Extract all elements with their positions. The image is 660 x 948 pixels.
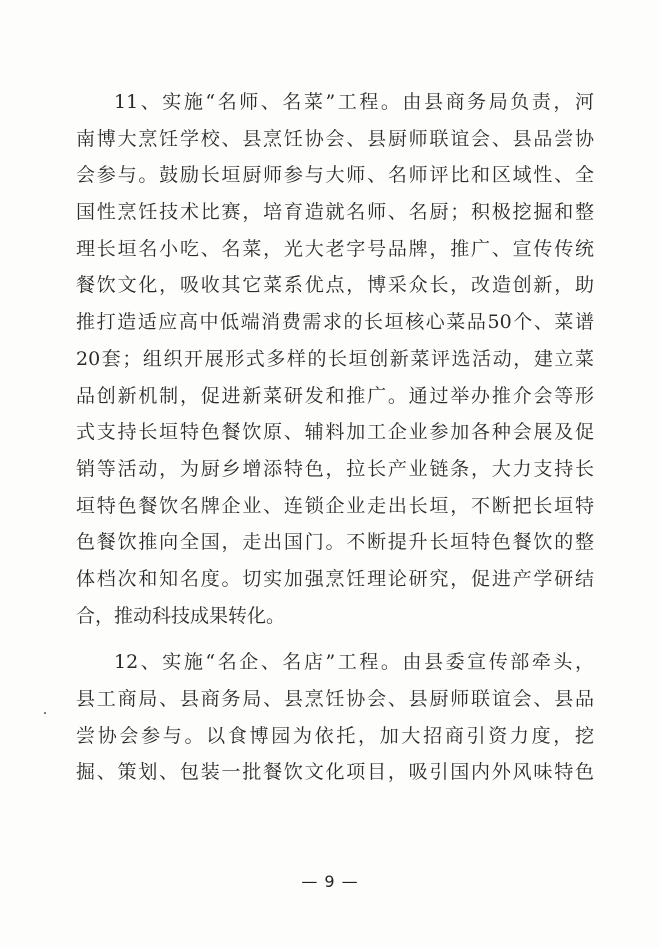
text-line: 掘、策划、包装一批餐饮文化项目，吸引国内外风味特色	[76, 761, 594, 784]
text-line: 南博大烹饪学校、县烹饪协会、县厨师联谊会、县品尝协	[76, 127, 594, 150]
document-body	[76, 84, 594, 791]
text-line: 尝协会参与。以食博园为依托，加大招商引资力度，挖	[76, 724, 594, 747]
text-line: 垣特色餐饮名牌企业、连锁企业走出长垣，不断把长垣特	[76, 494, 594, 517]
text-line: 式支持长垣特色餐饮原、辅料加工企业参加各种会展及促	[76, 421, 594, 444]
text-line: 11、实施“名师、名菜”工程。由县商务局负责，河	[114, 91, 594, 113]
text-line: 餐饮文化，吸收其它菜系优点，博采众长，改造创新，助	[76, 274, 594, 297]
text-line: 理长垣名小吃、名菜，光大老字号品牌，推广、宣传传统	[76, 237, 594, 260]
text-line: 推打造适应高中低端消费需求的长垣核心菜品50个、菜谱	[76, 311, 594, 334]
text-line: 体档次和知名度。切实加强烹饪理论研究，促进产学研结	[76, 567, 594, 590]
text-line: 销等活动，为厨乡增添特色，拉长产业链条，大力支持长	[76, 457, 594, 480]
page-number: — 9 —	[301, 872, 359, 891]
text-line: 国性烹饪技术比赛，培育造就名师、名厨；积极挖掘和整	[76, 201, 594, 224]
paragraph-12	[76, 644, 594, 791]
text-line: 色餐饮推向全国，走出国门。不断提升长垣特色餐饮的整	[76, 531, 594, 554]
text-line: 12、实施“名企、名店”工程。由县委宣传部牵头，	[114, 651, 594, 674]
text-line: 合，推动科技成果转化。	[76, 604, 286, 627]
text-line: 品创新机制，促进新菜研发和推广。通过举办推介会等形	[76, 384, 594, 407]
paragraph-11	[76, 84, 594, 634]
scan-speck	[44, 712, 46, 714]
text-line: 县工商局、县商务局、县烹饪协会、县厨师联谊会、县品	[76, 688, 594, 710]
text-line: 会参与。鼓励长垣厨师参与大师、名师评比和区域性、全	[76, 164, 594, 187]
text-line: 20套；组织开展形式多样的长垣创新菜评选活动，建立菜	[76, 347, 594, 370]
